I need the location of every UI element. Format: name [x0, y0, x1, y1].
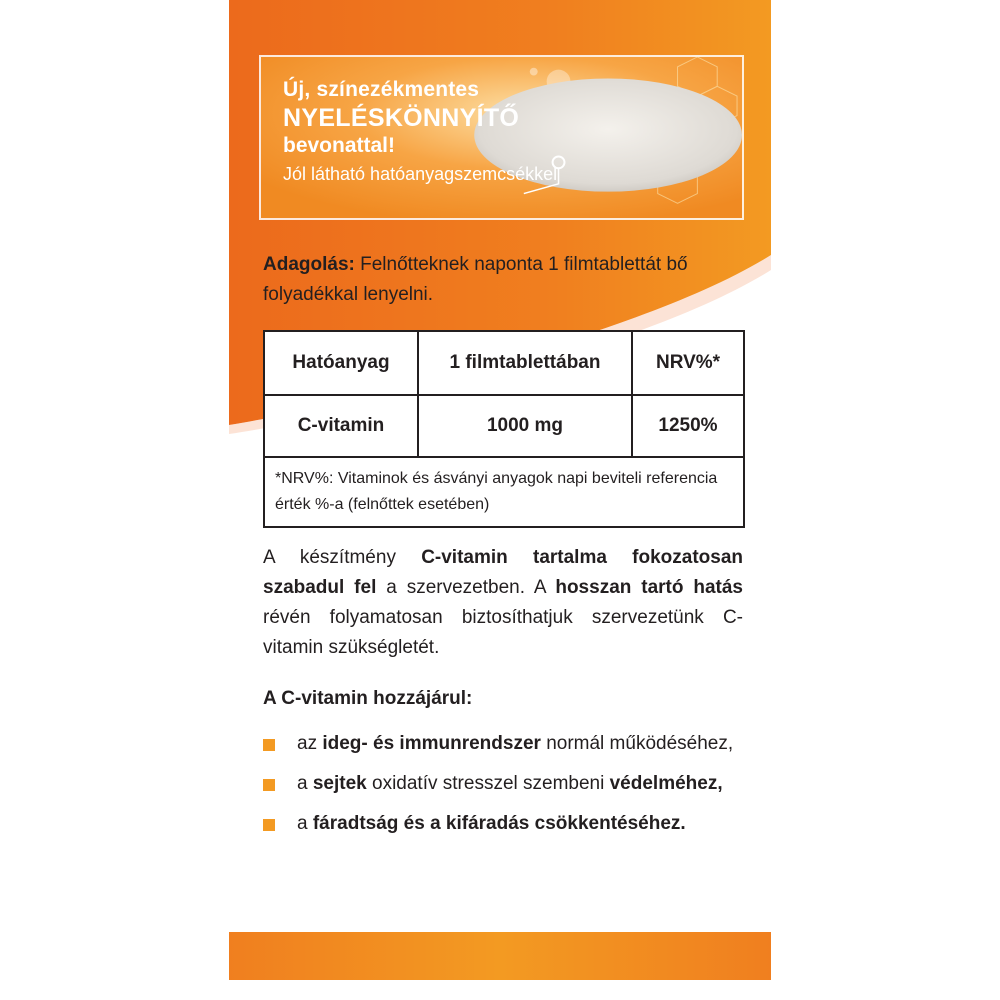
list-item	[263, 730, 743, 758]
table-cell: 1250%	[632, 395, 744, 457]
item-text: a	[297, 813, 313, 834]
promo-box	[259, 55, 744, 220]
benefit-list	[263, 730, 743, 850]
desc-text: a szervezetben. A	[376, 577, 556, 598]
contributes-heading: A C-vitamin hozzájárul:	[263, 688, 473, 709]
product-label-panel	[229, 0, 771, 1000]
desc-text: A készítmény	[263, 547, 422, 568]
item-bold: ideg- és immunrendszer	[322, 733, 541, 754]
item-text: normál működéséhez,	[540, 733, 734, 754]
description-paragraph	[263, 543, 743, 663]
bullet-square-icon	[263, 739, 275, 751]
dosage-label: Adagolás:	[263, 254, 355, 275]
bottom-orange-bar	[229, 932, 771, 980]
table-header-row	[264, 331, 744, 395]
table-header-cell: NRV%*	[632, 331, 744, 395]
promo-line-4: Jól látható hatóanyagszemcsékkel	[283, 164, 558, 184]
table-header-cell: 1 filmtablettában	[418, 331, 632, 395]
dosage-body: Felnőtteknek naponta 1 filmtablettát bő folyadékkal lenyelni.	[263, 254, 688, 305]
promo-line-1: Új, színezékmentes	[283, 78, 480, 101]
table-footnote: *NRV%: Vitaminok és ásványi anyagok napi beviteli referencia érték %-a (felnőttek esetében)	[264, 457, 744, 527]
desc-bold: hosszan tartó hatás	[555, 577, 743, 598]
list-item	[263, 770, 743, 798]
table-cell: C-vitamin	[264, 395, 418, 457]
dosage-text	[263, 250, 743, 310]
promo-line-2: NYELÉSKÖNNYÍTŐ	[283, 104, 520, 132]
item-text: az	[297, 733, 323, 754]
item-bold: sejtek	[312, 773, 367, 794]
promo-line-3: bevonattal!	[283, 134, 396, 157]
desc-bold: C-vitamin tartalma fokozatosan szabadul fel	[263, 547, 743, 598]
list-item	[263, 810, 743, 838]
table-header-cell: Hatóanyag	[264, 331, 418, 395]
item-bold: fáradtság és a kifáradás csökkentéséhez.	[312, 813, 686, 834]
item-text: oxidatív stresszel szembeni	[366, 773, 610, 794]
desc-text: révén folyamatosan biztosíthatjuk szervezetünk C-vitamin szükségletét.	[263, 607, 743, 658]
bullet-square-icon	[263, 819, 275, 831]
promo-text	[283, 77, 557, 187]
table-cell: 1000 mg	[418, 395, 632, 457]
table-footnote-row	[264, 457, 744, 527]
table-row	[264, 395, 744, 457]
item-text: a	[297, 773, 313, 794]
item-bold: védelméhez,	[609, 773, 723, 794]
nutrition-table	[263, 330, 745, 528]
bullet-square-icon	[263, 779, 275, 791]
